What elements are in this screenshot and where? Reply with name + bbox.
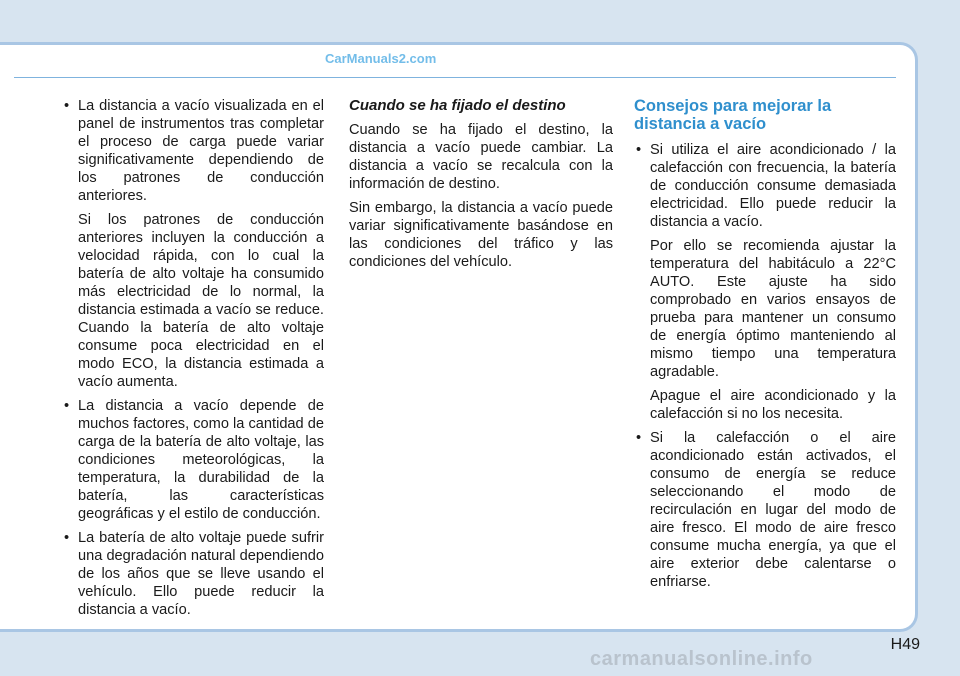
section-heading: Consejos para mejorar la distancia a vacío	[634, 97, 832, 133]
bullet-glyph: •	[64, 98, 70, 114]
list-item	[634, 141, 896, 423]
paragraph: La batería de alto voltaje puede sufrir una degradación natural dependiendo de los años que se lleve usando el vehículo. Ello puede reducir la distancia a vacío.	[78, 530, 324, 618]
column-1-list	[62, 97, 324, 619]
list-item	[62, 529, 324, 619]
paragraph: Sin embargo, la distancia a vacío puede variar significativamente basándose en las condiciones del tráfico y las condiciones del vehículo.	[349, 200, 613, 270]
watermark-top: CarManuals2.com	[325, 51, 437, 66]
paragraph: La distancia a vacío visualizada en el panel de instrumentos tras completar el proceso de carga puede variar significativamente dependiendo de los patrones de conducción anteriores.	[78, 98, 324, 204]
paragraph: Cuando se ha fijado el destino, la distancia a vacío puede cambiar. La distancia a vacío se recalcula con la información de destino.	[349, 122, 613, 192]
manual-page	[0, 42, 918, 632]
list-item	[62, 397, 324, 523]
list-item	[62, 97, 324, 391]
paragraph: Si la calefacción o el aire acondicionado están activados, el consumo de energía se reduce seleccionando el modo de recirculación en lugar del modo de aire fresco. El modo de aire fresco consume mucha energía, ya que el aire exterior debe calentarse o enfriarse.	[650, 430, 896, 590]
paragraph: La distancia a vacío depende de muchos factores, como la cantidad de carga de la batería de alto voltaje, las condiciones meteorológicas, la temperatura, la durabilidad de la batería, las características geográficas y el estilo de conducción.	[78, 398, 324, 522]
column-1	[62, 97, 324, 625]
watermark-footer: carmanualsonline.info	[590, 648, 813, 670]
bullet-glyph: •	[636, 430, 642, 446]
paragraph: Si los patrones de conducción anteriores incluyen la conducción a velocidad rápida, con lo cual la batería de alto voltaje ha consumido más electricidad de lo normal, la distancia estimada a vacío se reduce. Cuando la batería de alto voltaje consume poca electricidad en el modo ECO, la distancia estimada a vacío aumenta.	[78, 212, 324, 390]
section-heading: Cuando se ha fijado el destino	[349, 97, 566, 114]
column-3-list	[634, 141, 896, 591]
paragraph: Si utiliza el aire acondicionado / la calefacción con frecuencia, la batería de conducción consume demasiada electricidad. Ello puede reducir la distancia a vacío.	[650, 142, 896, 230]
list-item	[634, 429, 896, 591]
column-2	[349, 97, 613, 277]
bullet-glyph: •	[64, 398, 70, 414]
bullet-glyph: •	[64, 530, 70, 546]
bullet-glyph: •	[636, 142, 642, 158]
page-number: H49	[890, 636, 920, 653]
paragraph: Apague el aire acondicionado y la calefacción si no los necesita.	[650, 388, 896, 422]
header-rule	[14, 77, 896, 78]
paragraph: Por ello se recomienda ajustar la temperatura del habitáculo a 22°C AUTO. Este ajuste ha sido comprobado en varios ensayos de prueba para mantener un consumo de energía óptimo manteniendo al mismo tiempo una temperatura agradable.	[650, 238, 896, 380]
column-3	[634, 97, 896, 597]
